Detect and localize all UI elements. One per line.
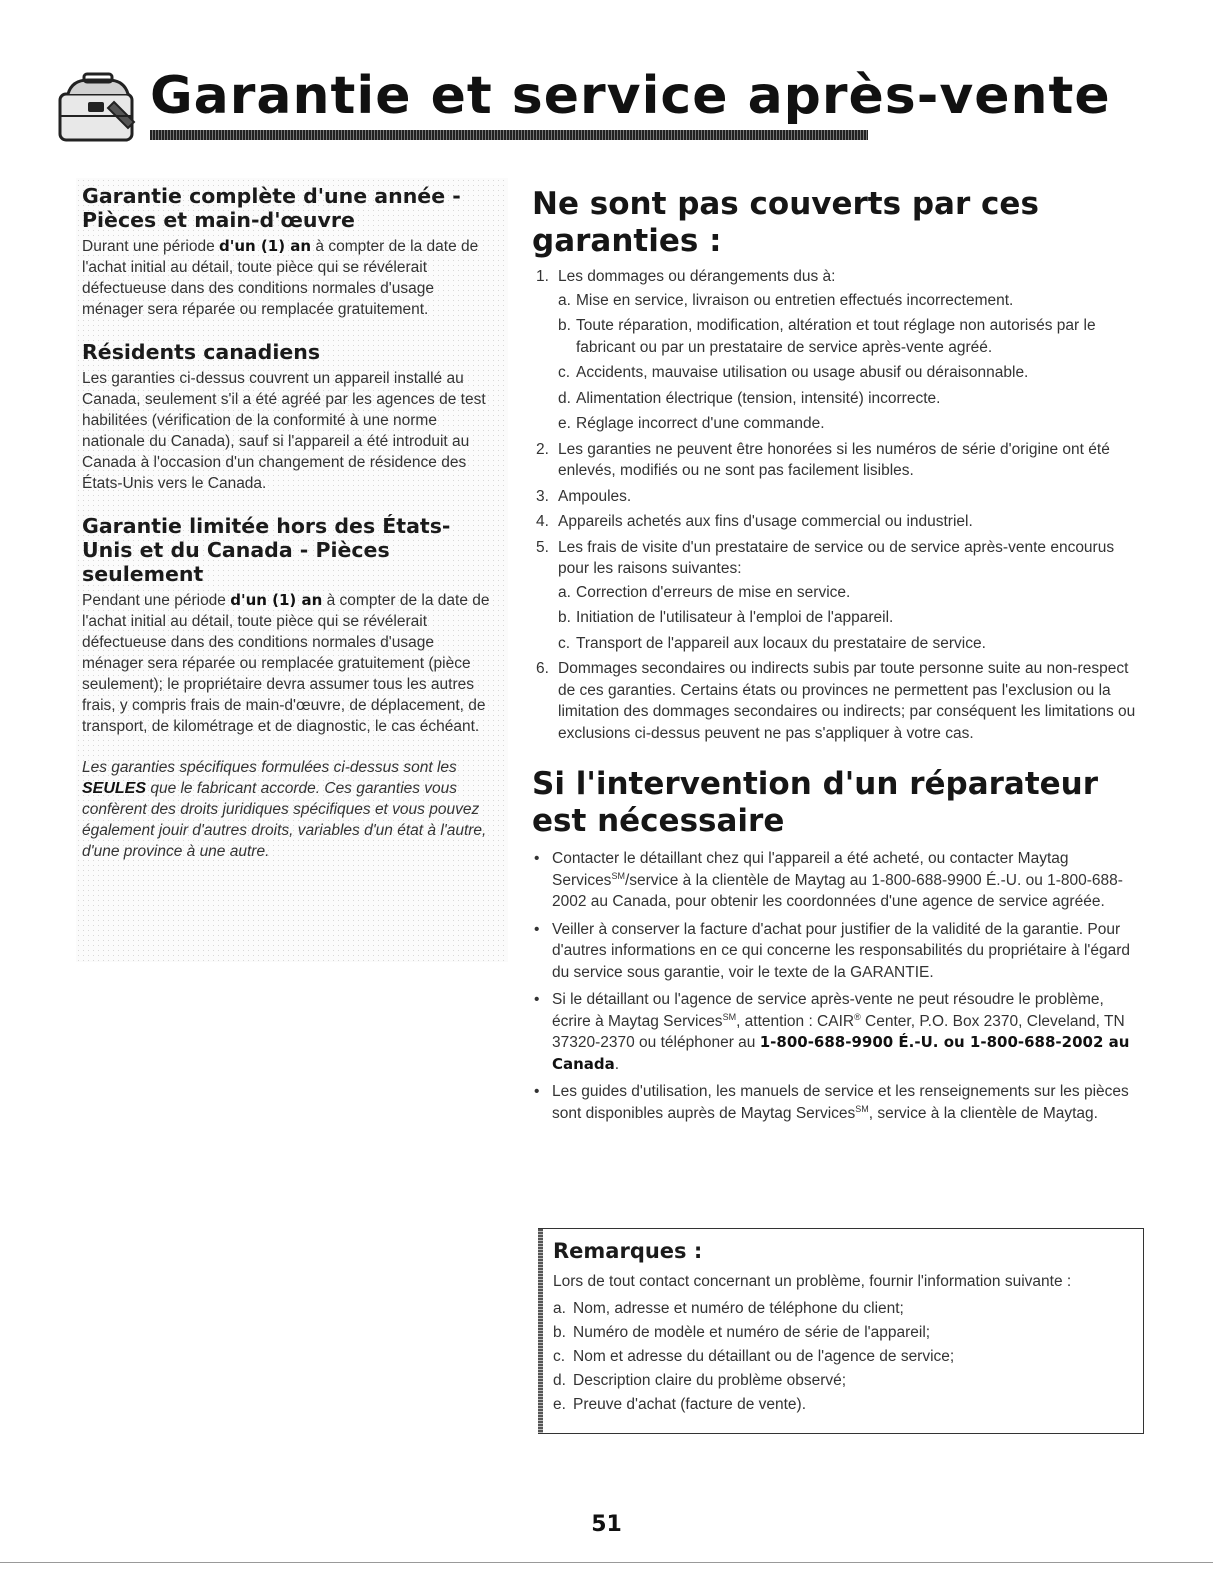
canadian-residents-section [82,340,498,494]
item-text: Dommages secondaires ou indirects subis par toute personne suite au non-respect de ces garanties. Certains états ou provinces ne permettent pas l'exclusion ou la limitation des dommages secondaires ou indirects; par conséquent les limitations ou exclusions ci-dessus peuvent ne pas s'appliquer à votre cas. [558,660,1136,742]
sub-item [558,315,1144,358]
legal-note-text [82,757,498,862]
item-letter: b. [553,1324,566,1341]
sub-letter: c. [558,634,571,652]
sub-item [558,290,1144,312]
list-item [532,537,1144,655]
list-item [553,1322,1133,1343]
list-item [553,1370,1133,1391]
sub-letter: a. [558,583,571,601]
sub-text: Transport de l'appareil aux locaux du prestataire de service. [576,634,986,652]
sub-text: Correction d'erreurs de mise en service. [576,583,851,601]
text: Pendant une période [82,592,231,609]
list-item [532,511,1144,533]
toolbox-icon [58,72,138,144]
canadian-residents-text: Les garanties ci-dessus couvrent un appareil installé au Canada, seulement s'il a été agréé par les agences de test habilitées (vérification de la conformité à une norme nationale du Canada), sauf si l'appareil a été introduit au Canada à l'occasion d'un changement de résidence des États-Unis vers le Canada. [82,370,486,492]
text: à compter de la date de l'achat initial au détail, toute pièce qui se révélerait défectueuse dans des conditions normales d'usage ménager sera réparée ou remplacée gratuitement (pièce seulement); le propriétaire devra assumer tous les autres frais, y compris frais de main-d'œuvre, de déplacement, de transport, de kilométrage et de diagnostic, le cas échéant. [82,592,490,735]
full-warranty-text [82,236,498,320]
item-text: Numéro de modèle et numéro de série de l'appareil; [573,1324,931,1341]
sub-text: Accidents, mauvaise utilisation ou usage abusif ou déraisonnable. [576,364,1029,381]
full-warranty-title: Garantie complète d'une année - Pièces et main-d'œuvre [82,184,461,232]
page-number: 51 [591,1512,622,1537]
bullet-icon: • [534,920,540,938]
sub-text: Initiation de l'utilisateur à l'emploi de l'appareil. [576,609,894,626]
text: . [614,1055,620,1073]
sub-item [558,362,1144,384]
item-text: Description claire du problème observé; [573,1372,847,1389]
item-number: 6. [536,660,549,677]
text: Center, P.O. Box 2370, Cleveland, TN 37320-2370 ou téléphoner au [552,1012,1125,1051]
item-text: Nom, adresse et numéro de téléphone du client; [573,1300,904,1317]
sub-item [558,388,1144,410]
page-title: Garantie et service après-vente [150,66,1111,126]
sub-text: Toute réparation, modification, altération et tout réglage non autorisés par le fabricant ou par un prestataire de service après-vente agréé. [576,317,1096,356]
item-number: 1. [536,268,549,285]
bullet-icon: • [534,850,540,867]
service-mark: SM [722,1011,737,1022]
canadian-residents-title: Résidents canadiens [82,340,321,364]
limited-warranty-section [82,514,498,737]
item-text: Ampoules. [558,487,632,505]
limited-warranty-title: Garantie limitée hors des États-Unis et du Canada - Pièces seulement [82,514,451,586]
item-number: 3. [536,487,549,505]
duration-bold: d'un (1) an [230,591,323,609]
bullet-icon: • [534,1083,540,1100]
sub-text: Alimentation électrique (tension, intensité) incorrecte. [576,389,941,407]
text: Durant une période [82,238,220,255]
remarks-box [538,1228,1144,1434]
sub-letter: a. [558,291,571,309]
item-letter: c. [553,1348,566,1365]
text: que le fabricant accorde. Ces garanties vous confèrent des droits juridiques spécifiques et vous pouvez également jouir d'autres droits, variables d'un état à l'autre, d'une province à une autre. [82,780,487,860]
item-text: Les dommages ou dérangements dus à: [558,268,836,285]
registered-mark: ® [854,1011,861,1022]
text: à compter de la date de l'achat initial au détail, toute pièce qui se révélerait défectueuse dans des conditions normales d'usage ménager sera réparée ou remplacée gratuitement. [82,238,479,318]
service-list [532,848,1144,1124]
remarks-intro: Lors de tout contact concernant un problème, fournir l'information suivante : [553,1273,1072,1290]
item-text: Nom et adresse du détaillant ou de l'agence de service; [573,1348,955,1365]
text: Contacter le détaillant chez qui l'appareil a été acheté, ou contacter Maytag Services [552,850,1069,889]
duration-bold: d'un (1) an [219,237,312,255]
legal-note-section [82,757,498,862]
text: Si le détaillant ou l'agence de service après-vente ne peut résoudre le problème, écrire à Maytag Services [552,991,1104,1030]
sub-letter: c. [558,364,571,381]
text: , attention : CAIR [736,1012,855,1030]
item-text: Appareils achetés aux fins d'usage commercial ou industriel. [558,513,973,530]
bullet-item [532,848,1144,913]
item-number: 2. [536,440,549,458]
only-bold: SEULES [82,780,147,797]
exclusions-heading: Ne sont pas couverts par ces garanties : [532,186,1039,259]
list-item [553,1346,1133,1367]
service-mark: SM [855,1103,869,1114]
sub-item [558,413,1144,435]
list-item [532,439,1144,482]
text: Les guides d'utilisation, les manuels de service et les renseignements sur les pièces sont disponibles auprès de Maytag Services [552,1083,1129,1122]
bullet-item [532,989,1144,1075]
phone-numbers-bold: 1-800-688-9900 É.-U. ou 1-800-688-2002 au Canada [552,1033,1130,1073]
full-warranty-section [82,184,498,320]
title-rule [150,130,868,140]
exclusions-column [532,186,1144,1130]
limited-warranty-text [82,590,498,737]
sub-item [558,633,1144,655]
sub-letter: e. [558,415,571,432]
item-letter: e. [553,1396,566,1413]
item-text: Les frais de visite d'un prestataire de service ou de service après-vente encourus pour les raisons suivantes: [558,538,1115,577]
text: , service à la clientèle de Maytag. [868,1104,1098,1122]
page-header [58,52,1111,152]
item-text: Les garanties ne peuvent être honorées si les numéros de série d'origine ont été enlevés, modifiés ou ne sont pas facilement lisibles. [558,440,1110,479]
remarks-accent-bar [538,1229,543,1433]
sub-text: Mise en service, livraison ou entretien effectués incorrectement. [576,291,1014,309]
list-item [532,486,1144,508]
list-item [532,266,1144,435]
item-number: 4. [536,513,549,530]
sub-list [558,290,1144,435]
warranty-column [76,178,508,962]
item-number: 5. [536,538,549,556]
exclusions-list [532,266,1144,744]
item-letter: d. [553,1372,566,1389]
remarks-list [553,1298,1133,1415]
sub-item [558,607,1144,629]
sub-text: Réglage incorrect d'une commande. [576,415,825,432]
bullet-item [532,919,1144,984]
item-letter: a. [553,1300,566,1317]
list-item [532,658,1144,744]
sub-item [558,582,1144,604]
sub-list [558,582,1144,655]
text: Les garanties spécifiques formulées ci-dessus sont les [82,759,457,776]
bullet-item [532,1081,1144,1124]
text: Veiller à conserver la facture d'achat pour justifier de la validité de la garantie. Pour d'autres informations en ce qui concerne les responsabilités du propriétaire à l'égard du service sous garantie, voir le texte de la GARANTIE. [552,920,1131,981]
service-mark: SM [611,870,625,881]
list-item [553,1394,1133,1415]
service-heading: Si l'intervention d'un réparateur est nécessaire [532,766,1099,839]
sub-letter: b. [558,317,571,334]
text: /service à la clientèle de Maytag au 1-800-688-9900 É.-U. ou 1-800-688-2002 au Canada, pour obtenir les coordonnées d'une agence de service agréée. [552,871,1123,910]
bullet-icon: • [534,991,540,1008]
list-item [553,1298,1133,1319]
bottom-rule [0,1562,1213,1563]
item-text: Preuve d'achat (facture de vente). [573,1396,807,1413]
remarks-title: Remarques : [553,1239,703,1263]
sub-letter: b. [558,609,571,626]
sub-letter: d. [558,389,571,407]
